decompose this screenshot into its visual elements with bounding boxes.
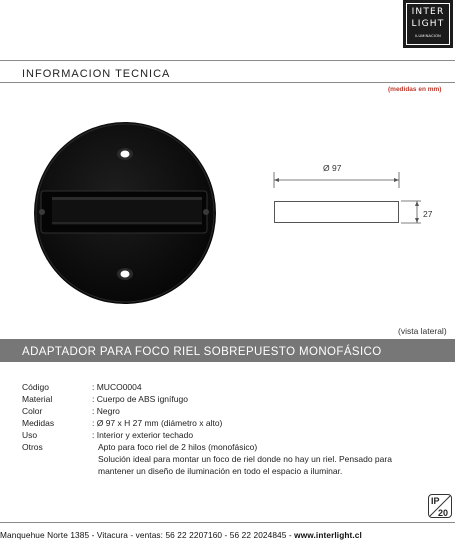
spec-label-uso: Uso (22, 430, 38, 440)
diameter-label: Ø 97 (323, 163, 342, 173)
spec-label-medidas: Medidas (22, 418, 55, 428)
spec-value-otros: Apto para foco riel de 2 hilos (monofásico) (98, 442, 258, 452)
description-line-1: Solución ideal para montar un foco de riel donde no hay un riel. Pensado para (98, 454, 392, 464)
top-divider (0, 60, 455, 61)
side-view-note: (vista lateral) (398, 326, 447, 336)
footer-address: Manquehue Norte 1385 - Vitacura - ventas: 56 22 2207160 - 56 22 2024845 - (0, 530, 295, 540)
product-title: ADAPTADOR PARA FOCO RIEL SOBREPUESTO MONOFÁSICO (22, 346, 382, 358)
spec-value-color: : Negro (92, 406, 120, 416)
footer-divider (0, 522, 455, 523)
units-note: (medidas en mm) (388, 86, 442, 93)
brand-logo (403, 0, 453, 48)
footer (0, 530, 455, 540)
logo-line-1: INTER (411, 7, 445, 17)
spec-label-codigo: Código (22, 382, 49, 392)
spec-value-material: : Cuerpo de ABS ignífugo (92, 394, 188, 404)
website-link[interactable]: www.interlight.cl (294, 530, 362, 540)
section-divider (0, 82, 455, 83)
spec-value-uso: : Interior y exterior techado (92, 430, 194, 440)
side-view-outline (274, 201, 399, 223)
spec-label-material: Material (22, 394, 53, 404)
spec-label-color: Color (22, 406, 43, 416)
spec-value-codigo: : MUCO0004 (92, 382, 142, 392)
logo-line-3: ILUMINACION (415, 34, 441, 38)
product-image (30, 118, 220, 308)
spec-label-otros: Otros (22, 442, 43, 452)
description-line-2: mantener un diseño de iluminación en todo el espacio a iluminar. (98, 466, 343, 476)
spec-value-medidas: : Ø 97 x H 27 mm (diámetro x alto) (92, 418, 223, 428)
height-label: 27 (423, 209, 433, 219)
logo-line-2: LIGHT (411, 19, 445, 29)
section-title: INFORMACION TECNICA (22, 68, 171, 80)
ip-number: 20 (438, 508, 449, 518)
ip-label: IP (431, 496, 440, 506)
